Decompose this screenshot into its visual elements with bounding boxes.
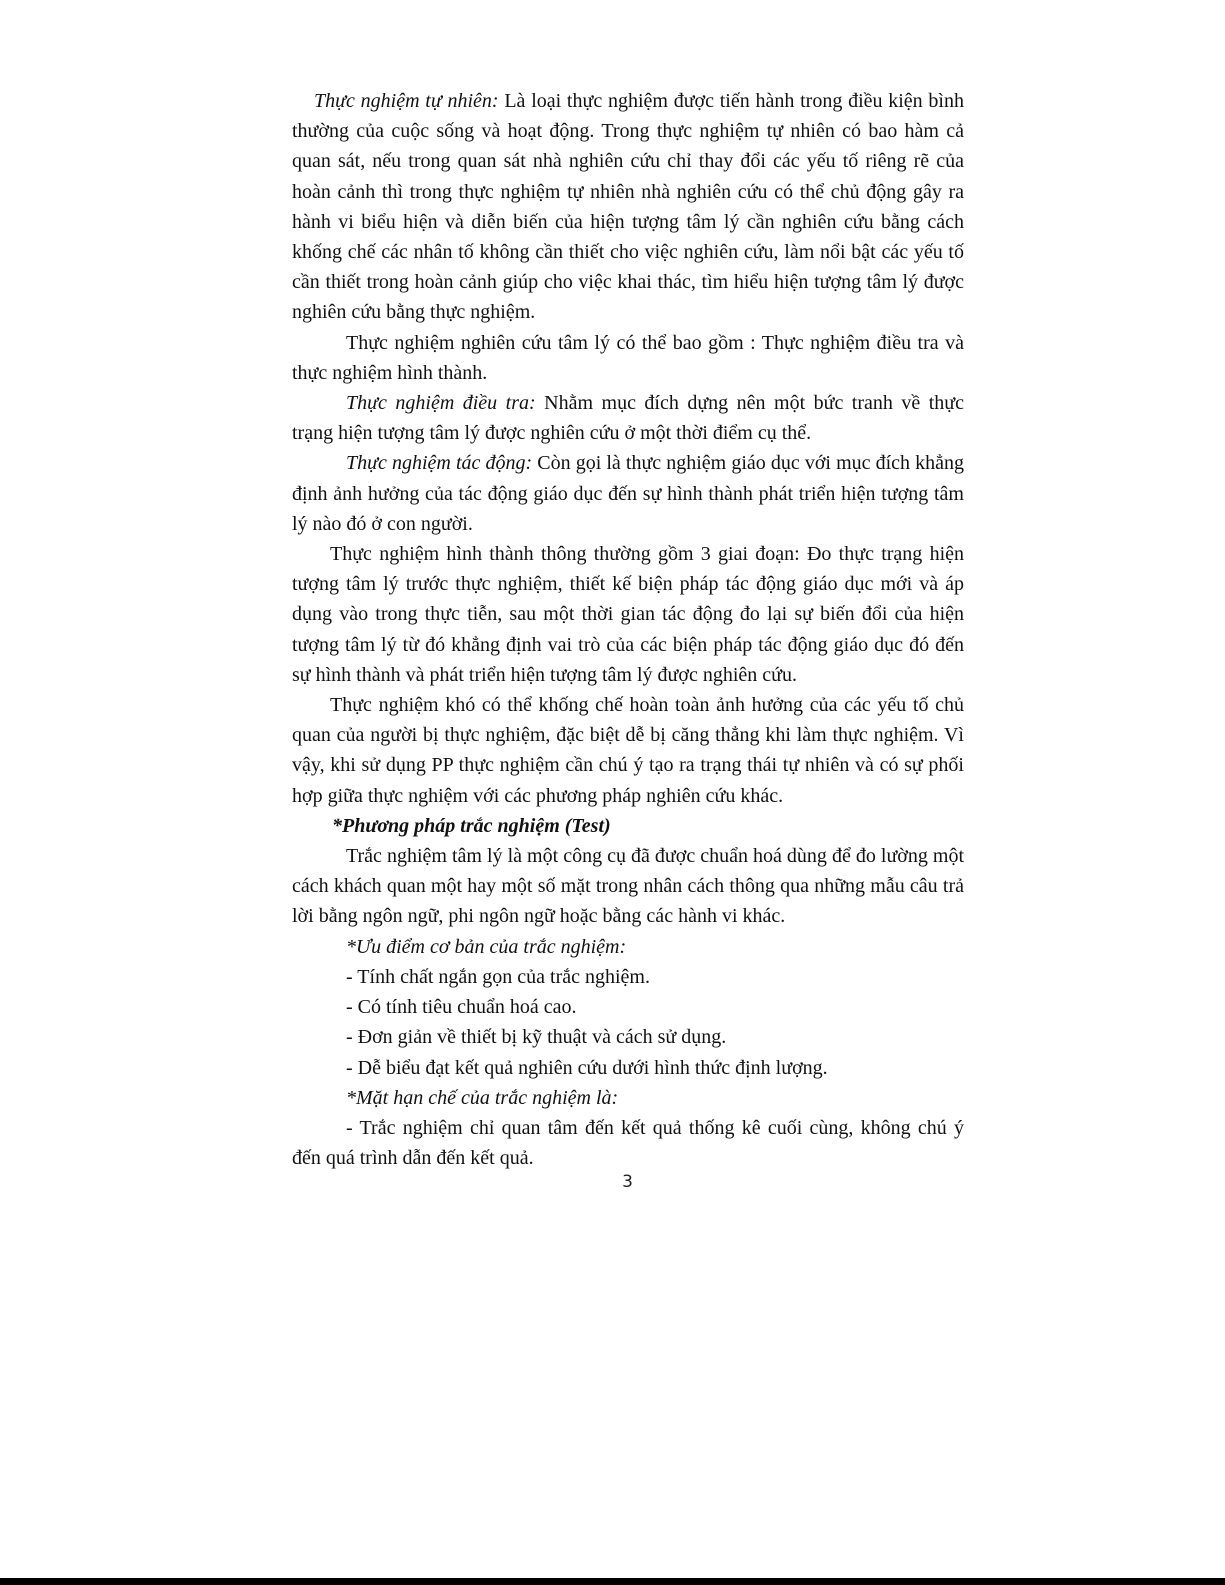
term-impact-experiment: Thực nghiệm tác động: bbox=[346, 452, 533, 475]
paragraph-natural-experiment bbox=[292, 86, 964, 328]
page-number: 3 bbox=[622, 1172, 633, 1192]
advantages-title: *Ưu điểm cơ bản của trắc nghiệm: bbox=[346, 935, 627, 958]
paragraph-experiment-limits: Thực nghiệm khó có thể khống chế hoàn toàn ảnh hưởng của các yếu tố chủ quan của người bị thực nghiệm, đặc biệt dễ bị căng thẳng khi làm thực nghiệm. Vì vậy, khi sử dụng PP thực nghiệm cần chú ý tạo ra trạng thái tự nhiên và có sự phối hợp giữa thực nghiệm với các phương pháp nghiên cứu khác. bbox=[292, 694, 964, 807]
term-survey-experiment: Thực nghiệm điều tra: bbox=[346, 392, 536, 415]
list-item-advantage: - Dễ biểu đạt kết quả nghiên cứu dưới hình thức định lượng. bbox=[346, 1056, 828, 1079]
term-natural-experiment: Thực nghiệm tự nhiên: bbox=[314, 90, 499, 112]
paragraph-experiment-types: Thực nghiệm nghiên cứu tâm lý có thể bao gồm : Thực nghiệm điều tra và thực nghiệm hình thành. bbox=[292, 331, 964, 384]
list-item-advantage: - Tính chất ngắn gọn của trắc nghiệm. bbox=[346, 965, 650, 988]
paragraph-text: Còn gọi là thực nghiệm giáo dục với mục đích khẳng định ảnh hưởng của tác động giáo dục đến sự hình thành phát triển hiện tượng tâm lý nào đó ở con người. bbox=[292, 452, 964, 535]
section-heading-test-method: *Phương pháp trắc nghiệm (Test) bbox=[332, 814, 611, 837]
paragraph-survey-experiment bbox=[292, 388, 964, 448]
paragraph-test-definition: Trắc nghiệm tâm lý là một công cụ đã được chuẩn hoá dùng để đo lường một cách khách quan một hay một số mặt trong nhân cách thông qua những mẫu câu trả lời bằng ngôn ngữ, phi ngôn ngữ hoặc bằng các hành vi khác. bbox=[292, 845, 964, 928]
limitations-title: *Mặt hạn chế của trắc nghiệm là: bbox=[346, 1086, 619, 1109]
document-page bbox=[292, 86, 964, 1173]
bottom-border bbox=[0, 1578, 1225, 1585]
paragraph-impact-experiment bbox=[292, 448, 964, 539]
paragraph-text: Nhằm mục đích dựng nên một bức tranh về thực trạng hiện tượng tâm lý được nghiên cứu ở một thời điểm cụ thể. bbox=[292, 392, 965, 445]
paragraph-formation-stages: Thực nghiệm hình thành thông thường gồm 3 giai đoạn: Đo thực trạng hiện tượng tâm lý trước thực nghiệm, thiết kế biện pháp tác động giáo dục mới và áp dụng vào trong thực tiễn, sau một thời gian tác động đo lại sự biến đổi của hiện tượng tâm lý từ đó khẳng định vai trò của các biện pháp tác động giáo dục đó đến sự hình thành và phát triển hiện tượng tâm lý được nghiên cứu. bbox=[292, 543, 964, 686]
paragraph-test-limitation: - Trắc nghiệm chỉ quan tâm đến kết quả thống kê cuối cùng, không chú ý đến quá trình dẫn đến kết quả. bbox=[292, 1116, 964, 1170]
list-item-advantage: - Đơn giản về thiết bị kỹ thuật và cách sử dụng. bbox=[346, 1026, 727, 1049]
paragraph-text: Là loại thực nghiệm được tiến hành trong điều kiện bình thường của cuộc sống và hoạt động. Trong thực nghiệm tự nhiên có bao hàm cả quan sát, nếu trong quan sát nhà nghiên cứu chỉ thay đổi các yếu tố riêng rẽ của hoàn cảnh thì trong thực nghiệm tự nhiên nhà nghiên cứu có thể chủ động gây ra hành vi biểu hiện và diễn biến của hiện tượng tâm lý cần nghiên cứu bằng cách khống chế các nhân tố không cần thiết cho việc nghiên cứu, làm nổi bật các yếu tố cần thiết trong hoàn cảnh giúp cho việc khai thác, tìm hiểu hiện tượng tâm lý được nghiên cứu bằng thực nghiệm. bbox=[292, 90, 964, 324]
list-item-advantage: - Có tính tiêu chuẩn hoá cao. bbox=[346, 996, 577, 1019]
